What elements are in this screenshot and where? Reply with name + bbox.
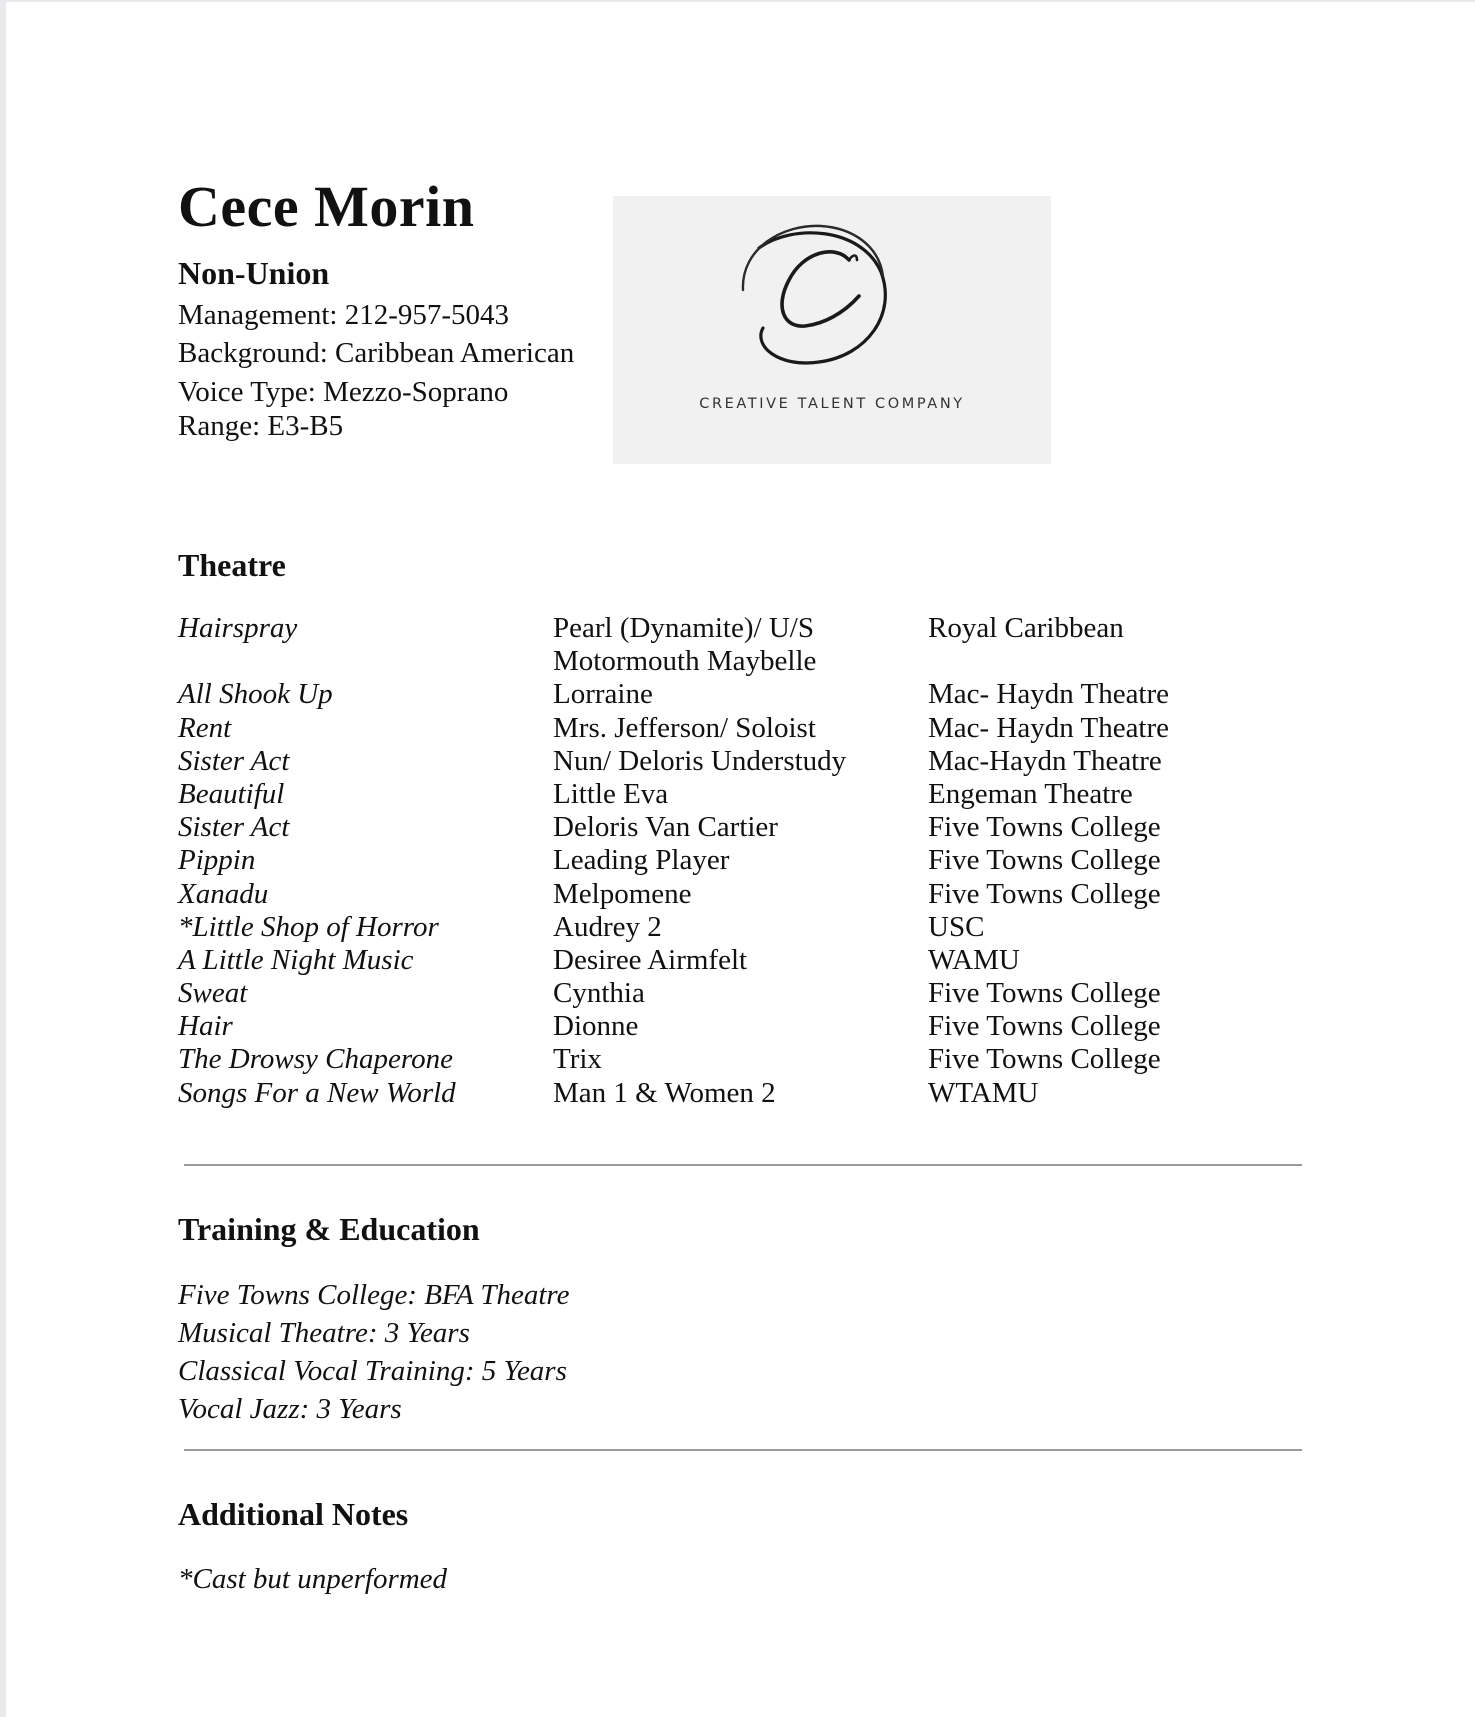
- credit-row: [178, 977, 1328, 1010]
- section-divider: [184, 1164, 1302, 1166]
- notes-heading: Additional Notes: [178, 1496, 409, 1532]
- credit-role-continued: Motormouth Maybelle: [553, 645, 817, 678]
- credit-show: Sweat: [178, 977, 248, 1010]
- credit-venue: USC: [928, 910, 985, 943]
- credit-role: Pearl (Dynamite)/ U/S: [553, 612, 814, 644]
- credit-row: [178, 1043, 1328, 1076]
- credit-row: [178, 811, 1328, 844]
- theatre-credits-table: [178, 612, 1328, 1110]
- resume-page: [6, 2, 1475, 1717]
- credit-venue: WTAMU: [928, 1076, 1039, 1109]
- credit-show: Beautiful: [178, 777, 285, 810]
- credit-role: Leading Player: [553, 844, 730, 877]
- credit-role: Lorraine: [553, 678, 653, 711]
- credit-role: Little Eva: [553, 777, 669, 810]
- voice-type: Voice Type: Mezzo-Soprano: [178, 376, 509, 408]
- credit-venue: Five Towns College: [928, 877, 1161, 910]
- credit-row: [178, 1010, 1328, 1043]
- union-status: Non-Union: [178, 255, 330, 291]
- credit-row: [178, 745, 1328, 778]
- vocal-range: Range: E3-B5: [178, 410, 344, 442]
- credit-row: [178, 712, 1328, 745]
- credit-venue: Engeman Theatre: [928, 777, 1133, 810]
- credit-role: Man 1 & Women 2: [553, 1076, 776, 1109]
- credit-role: Deloris Van Cartier: [553, 811, 778, 844]
- credit-venue: Five Towns College: [928, 811, 1161, 844]
- background-info: Background: Caribbean American: [178, 337, 575, 369]
- credit-role: Dionne: [553, 1010, 639, 1043]
- credit-row: [178, 911, 1328, 944]
- credit-venue: Mac- Haydn Theatre: [928, 711, 1170, 744]
- credit-show: A Little Night Music: [178, 943, 414, 976]
- credit-row: [178, 612, 1328, 678]
- credit-show: Songs For a New World: [178, 1076, 456, 1109]
- credit-show: Sister Act: [178, 811, 290, 844]
- credit-row: [178, 778, 1328, 811]
- credit-role: Desiree Airmfelt: [553, 943, 748, 976]
- agency-logo: [613, 196, 1051, 464]
- credit-show: Hair: [178, 1010, 233, 1043]
- training-item: Five Towns College: BFA Theatre: [178, 1279, 570, 1311]
- credit-venue: WAMU: [928, 943, 1020, 976]
- logo-c-mark-icon: [613, 196, 1051, 464]
- credit-row: [178, 1077, 1328, 1110]
- credit-row: [178, 878, 1328, 911]
- credit-role: Cynthia: [553, 977, 645, 1010]
- credit-venue: Five Towns College: [928, 1010, 1161, 1043]
- training-item: Vocal Jazz: 3 Years: [178, 1393, 402, 1425]
- credit-show: Rent: [178, 711, 232, 744]
- training-item: Musical Theatre: 3 Years: [178, 1317, 470, 1349]
- section-divider: [184, 1449, 1302, 1451]
- credit-venue: Mac- Haydn Theatre: [928, 678, 1170, 711]
- credit-role: Nun/ Deloris Understudy: [553, 744, 847, 777]
- credit-row: [178, 678, 1328, 711]
- training-heading: Training & Education: [178, 1211, 480, 1247]
- actor-name: Cece Morin: [178, 174, 475, 239]
- theatre-heading: Theatre: [178, 547, 286, 583]
- credit-show: Hairspray: [178, 612, 298, 644]
- credit-show: All Shook Up: [178, 678, 333, 711]
- training-item: Classical Vocal Training: 5 Years: [178, 1355, 567, 1387]
- credit-venue: Five Towns College: [928, 1043, 1161, 1076]
- credit-row: [178, 844, 1328, 877]
- agency-name: CREATIVE TALENT COMPANY: [699, 396, 965, 412]
- credit-venue: Mac-Haydn Theatre: [928, 744, 1162, 777]
- credit-show: *Little Shop of Horror: [178, 910, 439, 943]
- credit-venue: Five Towns College: [928, 977, 1161, 1010]
- management-phone: Management: 212-957-5043: [178, 299, 510, 331]
- credit-show: Pippin: [178, 844, 256, 877]
- credit-show: Sister Act: [178, 744, 290, 777]
- credit-show: The Drowsy Chaperone: [178, 1043, 453, 1076]
- credit-row: [178, 944, 1328, 977]
- credit-show: Xanadu: [178, 877, 269, 910]
- credit-role: Trix: [553, 1043, 602, 1076]
- credit-venue: Five Towns College: [928, 844, 1161, 877]
- credit-role: Audrey 2: [553, 910, 662, 943]
- credit-venue: Royal Caribbean: [928, 612, 1124, 644]
- note-item: *Cast but unperformed: [178, 1563, 448, 1595]
- credit-role: Melpomene: [553, 877, 692, 910]
- credit-role: Mrs. Jefferson/ Soloist: [553, 711, 816, 744]
